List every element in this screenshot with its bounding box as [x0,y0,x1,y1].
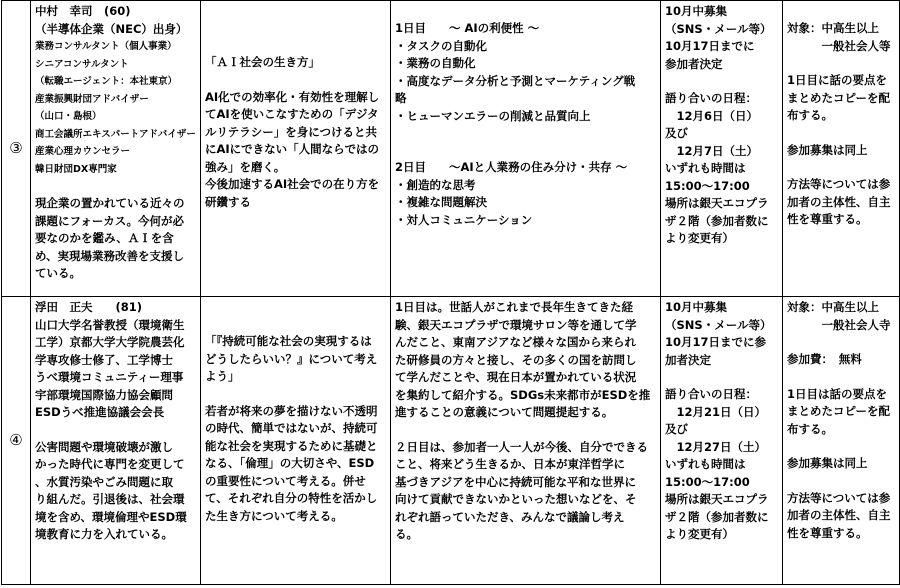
text-line [205,20,386,37]
text-line: 境教育に力を入れている。 [35,527,173,541]
text-line: 産業振興財団アドバイザー [35,93,149,105]
text-line: 布する。 [787,108,833,122]
text-line: 基づきアジアを中心に持続可能な平和な世界に [395,474,637,489]
text-line: いずれも時間は [665,161,746,175]
text-line: 一般社会人寺 [787,317,891,332]
text-line: の時代、簡単ではないが、持続可 [205,421,378,435]
text-line: 参加募集は同上 [787,142,868,157]
text-line: 参加費： 無料 [787,352,862,366]
text-line: 12月27日（土） [665,439,767,454]
text-line [787,473,895,490]
text-line: 略 [395,91,407,105]
text-line: （SNS・メール等） [665,317,772,332]
text-line: 2日目 ～AIと人業務の住み分け・共存 ～ [395,160,628,174]
text-line: 10月中募集 [665,4,728,18]
text-line [395,125,656,142]
text-line: 性を尊重する。 [787,525,868,540]
text-line [787,334,895,351]
text-line: ・ヒューマンエラーの削減と品質向上 [395,108,591,123]
row-number: ③ [2,1,31,297]
target-cell [783,1,900,297]
text-line: を集約して紹介する。SDGs未来都市がESDを推 [395,387,651,402]
text-line: 現企業の置かれている近々の [35,196,185,210]
text-line: 進することの意義について問題提起する。 [395,405,614,419]
text-line: AI化での効率化・有効性を理解し [205,89,380,104]
content-cell [391,297,661,585]
text-line: ザ２階（参加者数に [665,509,769,524]
text-line: ・タスクの自動化 [395,38,487,53]
text-line: る。 [395,527,418,541]
text-line: 中村 幸司 (60) [35,4,131,18]
text-line: 学専攻修士修了、工学博士 [35,352,173,367]
text-line [205,316,386,333]
text-line: ・高度なデータ分析と予測とマーケティング戦 [395,73,636,88]
text-line: 山口大学名誉教授（環境衛生 [35,317,185,332]
table-row [2,297,900,585]
text-line: 境を含め、環境倫理やESD環 [35,509,187,524]
text-line [35,422,196,439]
text-line: 研鑽する [205,194,251,209]
text-line: より変更有） [665,527,734,541]
text-line [787,369,895,386]
text-line: （転職エージェント：本社東京） [35,76,178,87]
text-line: 12月6日（日） [665,108,759,123]
text-line: 方法等については参 [787,490,891,505]
theme-cell [201,297,391,585]
content-cell [391,1,661,297]
text-line: 及び [665,422,688,436]
text-line: 加者決定 [665,352,711,367]
text-line: こと、将来どう生きるか、日本が東洋哲学に [395,457,625,471]
text-line: 験、銀天エコプラザで環境サロン等を通して学 [395,317,637,332]
text-line: 一般社会人等 [787,38,891,53]
text-line [787,159,895,176]
theme-cell [201,1,391,297]
text-line: れぞれ語っていただき、みんなで議論し考え [395,509,625,524]
text-line: 布する。 [787,421,833,436]
text-line: 強み」を磨く。 [205,159,286,174]
lecturer-cell [31,297,201,585]
text-line: 1日目に話の要点を [787,73,888,87]
text-line: 語り合いの日程： [665,91,757,105]
text-line: 商工会議所エキスパートアドバイザー [35,128,196,140]
text-line: 15:00～17:00 [665,178,750,193]
schedule-cell [661,1,783,297]
text-line: 10月17日までに参 [665,335,767,349]
text-line [205,3,386,20]
text-line: 「『持続可能な社会の実現するは [205,334,372,348]
table-row [2,1,900,297]
text-line: 加者の主体性、自主 [787,508,891,522]
text-line: 参加者決定 [665,56,723,71]
text-line: ・複雑な問題解決 [395,195,487,209]
text-line: 能な社会を実現するために基礎と [205,438,378,453]
text-line: ・対人コミュニケーション [395,212,533,227]
text-line: 1日目は。世話人がこれまで長年生きてきた経 [395,300,633,314]
text-line: 公害問題や環境破壊が激し [35,439,173,454]
text-line: 「ＡＩ社会の生き方」 [205,55,320,69]
text-line [205,72,386,89]
text-line: 対象：中高生以上 [787,21,879,35]
text-line [665,73,778,90]
text-line: にAIにできない「人間ならではの [205,142,380,156]
text-line: 10月中募集 [665,300,728,314]
text-line [787,125,895,142]
text-line: た生き方について考える。 [205,508,343,523]
text-line: かった時代に専門を変更して [35,457,185,471]
text-line: 語り合いの日程： [665,387,757,401]
text-line: 10月17日までに [665,39,755,53]
text-line: 性を尊重する。 [787,212,868,226]
text-line: まとめたコピーを配 [787,90,891,105]
text-line: 要なのかを鑑み、ＡＩを含 [35,231,174,245]
text-line [205,299,386,316]
text-line: 対象：中高生以上 [787,300,879,314]
text-line: 産業心理カウンセラー [35,146,131,157]
text-line: 浮田 正夫 (81) [35,300,143,314]
text-line [665,369,778,386]
target-cell [783,297,900,585]
text-line: 加者の主体性、自主 [787,194,891,209]
text-line: なる、「倫理」の大切さや、ESD [205,456,375,470]
text-line: 参加募集は同上 [787,456,868,470]
text-line: 場所は銀天エコプラ [665,492,769,506]
text-line: 業務コンサルタント（個人事業） [35,41,177,52]
text-line: （半導体企業（NEC）出身） [35,21,188,36]
text-line [205,386,386,403]
text-line: 向けて貢献できないかといった想いなどを、そ [395,492,637,506]
text-line: て学んだことや、現在日本が置かれている状況 [395,370,637,384]
text-line: うべ環境コミュニティー理事 [35,370,184,384]
text-line: （SNS・メール等） [665,21,772,36]
text-line: て、それぞれ自分の特性を活かし [205,491,378,505]
text-line: 1日目は話の要点を [787,386,888,401]
text-line: 韓日財団DX専門家 [35,163,117,175]
text-line: どうしたらいい？』について考え [205,351,378,366]
text-line [205,37,386,54]
lecturer-cell [31,1,201,297]
text-line: 15:00～17:00 [665,474,750,489]
text-line: 及び [665,126,688,140]
text-line: ・創造的な思考 [395,177,476,192]
text-line: より変更有） [665,231,734,245]
text-line [35,178,196,195]
text-line: ESDうべ推進協議会会長 [35,405,165,419]
text-line [395,422,656,439]
text-line: 工学）京都大学大学院農芸化 [35,335,185,349]
text-line: 、水質汚染やごみ問題に取 [35,474,173,489]
text-line: 宇部環境国際協力協会顧問 [35,387,173,402]
text-line [787,3,895,20]
text-line [395,3,656,20]
text-line: 1日目 ～ AIの利便性 ～ [395,21,540,35]
text-line: 若者が将来の夢を描けない不透明 [205,403,378,418]
program-table [1,0,900,585]
text-line: た研修員の方々と接し、その多くの国を訪問し [395,352,637,367]
text-line: ２日目は、参加者一人一人が今後、自分でできる [395,439,648,454]
text-line: ザ２階（参加者数に [665,213,769,228]
text-line: ・業務の自動化 [395,56,476,70]
text-line [787,438,895,455]
text-line: んだこと、東南アジアなど様々な国から来られ [395,335,637,349]
text-line: ルリテラシー」を身につけると共 [205,124,378,139]
text-line: （山口・島根） [35,111,102,122]
text-line: よう」 [205,369,240,383]
text-line: 場所は銀天エコプラ [665,196,769,210]
text-line: 方法等については参 [787,177,891,191]
text-line: シニアコンサルタント [35,58,129,70]
text-line: 12月7日（土） [665,143,759,158]
text-line: め、実現場業務改善を支援し [35,248,185,263]
text-line: 12月21日（日） [665,404,767,419]
text-line: まとめたコピーを配 [787,404,891,418]
text-line: 課題にフォーカス。今何が必 [35,213,185,228]
text-line [395,142,656,159]
row-number: ④ [2,297,31,585]
text-line: り組んだ。引退後は、社会環 [35,492,185,506]
text-line: ている。 [35,266,81,280]
text-line: 今後加速するAI社会での在り方を [205,177,380,191]
text-line: てAIを使いこなすための「デジタ [205,107,379,121]
text-line: いずれも時間は [665,457,746,471]
text-line: の重要性について考える。併せ [205,473,366,488]
text-line [787,55,895,72]
schedule-cell [661,297,783,585]
